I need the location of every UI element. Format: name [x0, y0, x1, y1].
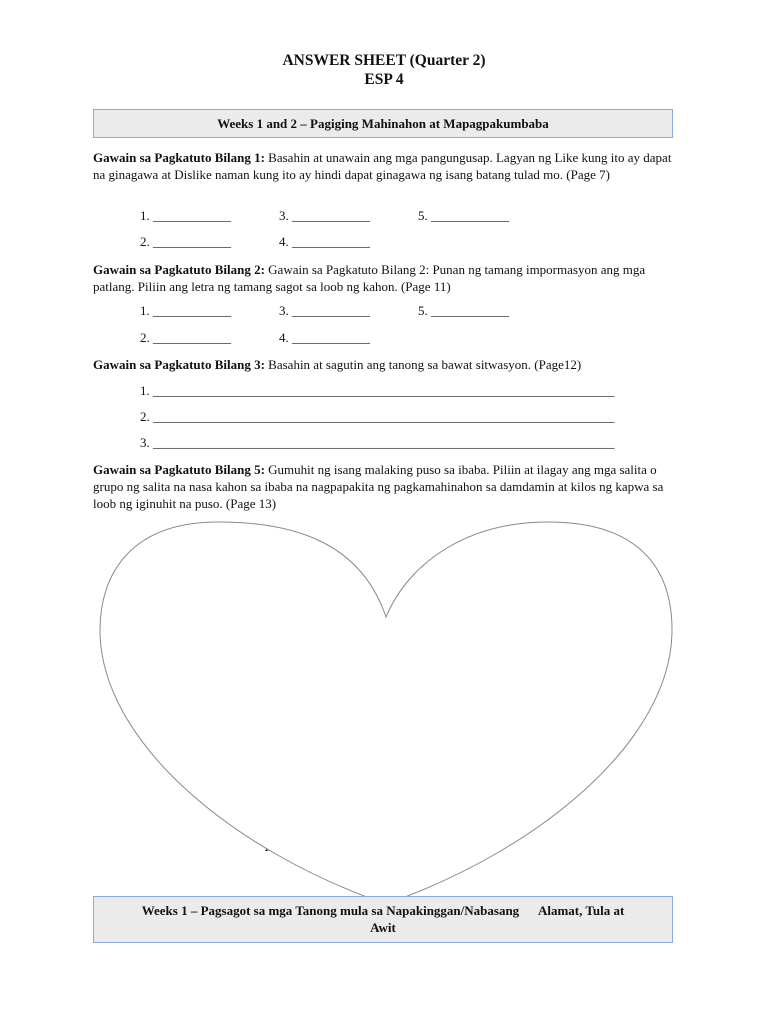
- activity-3-text: Basahin at sagutin ang tanong sa bawat sitwasyon. (Page12): [264, 357, 582, 372]
- answer-blank[interactable]: 4. ____________: [279, 330, 370, 345]
- subject-title: ESP 4: [364, 71, 404, 88]
- answer-line[interactable]: 3. _______________________________________________________________________: [140, 435, 615, 450]
- page-title: ANSWER SHEET (Quarter 2): [282, 52, 486, 69]
- answer-blank[interactable]: 5. ____________: [418, 208, 509, 223]
- answer-blank[interactable]: 2. ____________: [140, 234, 231, 249]
- activity-5-text: Gumuhit ng isang malaking puso sa ibaba. Piliin at ilagay ang mga salita o grupo ng salita na nasa kahon sa ibaba na nagpapakita ng pagkamahinahon sa damdamin at kilos ng kapwa sa loob ng iginuhit na puso. (Page 13): [93, 462, 664, 511]
- bottom-week-band: [93, 896, 673, 943]
- answer-blank[interactable]: 2. ____________: [140, 330, 231, 345]
- answer-blank[interactable]: 1. ____________: [140, 303, 231, 318]
- week-band: Weeks 1 and 2 – Pagiging Mahinahon at Mapagpakumbaba: [93, 109, 673, 138]
- activity-2-label: Gawain sa Pagkatuto Bilang 2:: [93, 262, 265, 277]
- answer-line[interactable]: 2. _______________________________________________________________________: [140, 409, 615, 424]
- activity-1-label: Gawain sa Pagkatuto Bilang 1:: [93, 150, 265, 165]
- answer-blank[interactable]: 1. ____________: [140, 208, 231, 223]
- activity-5-label: Gawain sa Pagkatuto Bilang 5:: [93, 462, 265, 477]
- answer-blank[interactable]: 5. ____________: [418, 303, 509, 318]
- activity-3-label: Gawain sa Pagkatuto Bilang 3:: [93, 357, 265, 372]
- answer-blank[interactable]: 4. ____________: [279, 234, 370, 249]
- answer-blank[interactable]: 3. ____________: [279, 208, 370, 223]
- activity-2-text: Gawain sa Pagkatuto Bilang 2: Punan ng tamang impormasyon ang mga patlang. Piliin ang letra ng tamang sagot sa loob ng kahon. (Page 11): [93, 262, 646, 294]
- bottom-week-band-line1: Weeks 1 – Pagsagot sa mga Tanong mula sa Napakinggan/Nabasang Alamat, Tula at: [141, 903, 625, 918]
- activity-1-text: Basahin at unawain ang mga pangungusap. Lagyan ng Like kung ito ay dapat na ginagawa at Dislike naman kung ito ay hindi dapat ginagawa ng isang batang tulad mo. (Page 7): [93, 150, 672, 182]
- bottom-week-band-line2: Awit: [370, 920, 396, 935]
- answer-line[interactable]: 1. _______________________________________________________________________: [140, 383, 615, 398]
- answer-blank[interactable]: 3. ____________: [279, 303, 370, 318]
- heart-outline: [100, 522, 672, 904]
